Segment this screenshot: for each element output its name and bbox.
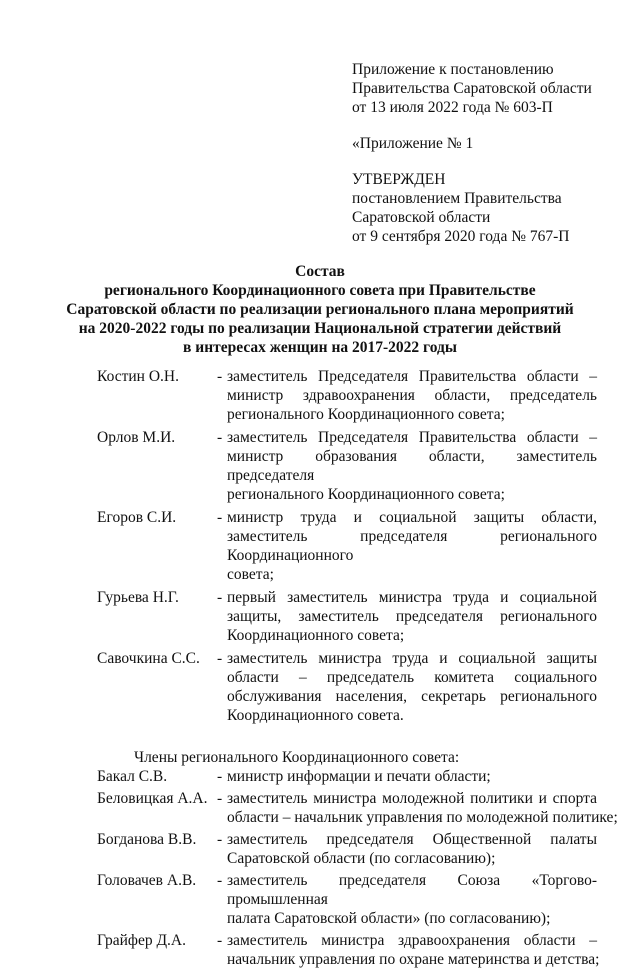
role-line: заместитель министра здравоохранения области – (227, 932, 597, 949)
role-line: области – начальник управления по молодежной политике; (227, 809, 618, 826)
approved-label: УТВЕРЖДЕН (352, 171, 446, 188)
role-line: регионального Координационного совета; (227, 486, 505, 503)
dash-separator: - (217, 509, 223, 526)
dash-separator: - (217, 368, 223, 385)
member-role (227, 588, 597, 645)
member-role (227, 508, 597, 584)
role-line: заместитель председателя регионального Координационного (227, 528, 597, 564)
council-list (97, 367, 618, 969)
role-line: обслуживания населения, секретарь регионального (227, 688, 597, 705)
role-line: Координационного совета; (227, 627, 405, 644)
role-line: первый заместитель министра труда и социальной (227, 589, 597, 606)
role-line: палата Саратовской области» (по согласованию); (227, 910, 551, 927)
role-line: регионального Координационного совета; (227, 406, 505, 423)
member-name: Головачев А.В. (97, 872, 197, 889)
title-line: регионального Координационного совета при Правительстве (104, 282, 536, 299)
dash-separator: - (217, 429, 223, 446)
member-row (97, 830, 597, 868)
appendix-line: Правительства Саратовской области (352, 80, 592, 97)
approved-line: от 9 сентября 2020 года № 767-П (352, 228, 570, 245)
dash-separator: - (217, 650, 223, 667)
member-name: Беловицкая А.А. (97, 790, 208, 807)
dash-separator: - (217, 932, 223, 949)
member-row (97, 931, 600, 969)
document-title (60, 262, 580, 357)
member-row (97, 367, 597, 424)
appendix-line: от 13 июля 2022 года № 603-П (352, 99, 553, 116)
role-line: заместитель председателя Союза «Торгово-промышленная (227, 872, 597, 908)
member-role (227, 367, 597, 424)
role-line: Координационного совета. (227, 707, 404, 724)
member-name: Егоров С.И. (97, 509, 177, 526)
role-line: министр информации и печати области; (227, 768, 491, 785)
member-name: Савочкина С.С. (97, 650, 200, 667)
member-role (227, 931, 600, 969)
member-role (227, 767, 597, 786)
title-line: Состав (295, 263, 345, 280)
approved-line: Саратовской области (352, 209, 491, 226)
members-list (97, 767, 618, 969)
member-row (97, 649, 597, 725)
members-heading: Члены регионального Координационного совета: (134, 749, 460, 766)
member-row (97, 508, 597, 584)
member-row (97, 789, 618, 827)
role-line: заместитель министра труда и социальной защиты (227, 650, 597, 667)
member-role (227, 428, 597, 504)
approved-line: постановлением Правительства (352, 190, 562, 207)
role-line: заместитель председателя Общественной палаты (227, 831, 597, 848)
title-line: на 2020-2022 годы по реализации Национальной стратегии действий (78, 320, 562, 337)
member-row (97, 428, 597, 504)
member-role (227, 871, 597, 928)
member-name: Костин О.Н. (97, 368, 179, 385)
title-line: Саратовской области по реализации регионального плана мероприятий (66, 301, 574, 318)
member-row (97, 871, 597, 928)
member-name: Бакал С.В. (97, 768, 168, 785)
dash-separator: - (217, 790, 223, 807)
role-line: заместитель Председателя Правительства области – (227, 429, 597, 446)
dash-separator: - (217, 768, 223, 785)
leadership-list (97, 367, 597, 725)
appendix-block (352, 60, 612, 246)
role-line: начальник управления по охране материнства и детства; (227, 951, 600, 968)
role-line: заместитель Председателя Правительства области – (227, 368, 597, 385)
role-line: области – председатель комитета социального (227, 669, 597, 686)
member-role (227, 830, 597, 868)
appendix-label: «Приложение № 1 (352, 135, 474, 152)
role-line: заместитель министра молодежной политики и спорта (227, 790, 597, 807)
dash-separator: - (217, 589, 223, 606)
member-row (97, 767, 597, 786)
role-line: совета; (227, 566, 274, 583)
role-line: Саратовской области (по согласованию); (227, 850, 496, 867)
member-name: Орлов М.И. (97, 429, 176, 446)
role-line: защиты, заместитель председателя регионального (227, 608, 597, 625)
member-name: Грайфер Д.А. (97, 932, 186, 949)
dash-separator: - (217, 831, 223, 848)
role-line: министр здравоохранения области, председатель (227, 387, 597, 404)
member-row (97, 588, 597, 645)
title-line: в интересах женщин на 2017-2022 годы (183, 339, 457, 356)
appendix-line: Приложение к постановлению (352, 61, 554, 78)
member-role (227, 789, 618, 827)
role-line: министр труда и социальной защиты области, (227, 509, 597, 526)
member-role (227, 649, 597, 725)
role-line: министр образования области, заместитель председателя (227, 448, 597, 484)
member-name: Богданова В.В. (97, 831, 197, 848)
dash-separator: - (217, 872, 223, 889)
member-name: Гурьева Н.Г. (97, 589, 179, 606)
